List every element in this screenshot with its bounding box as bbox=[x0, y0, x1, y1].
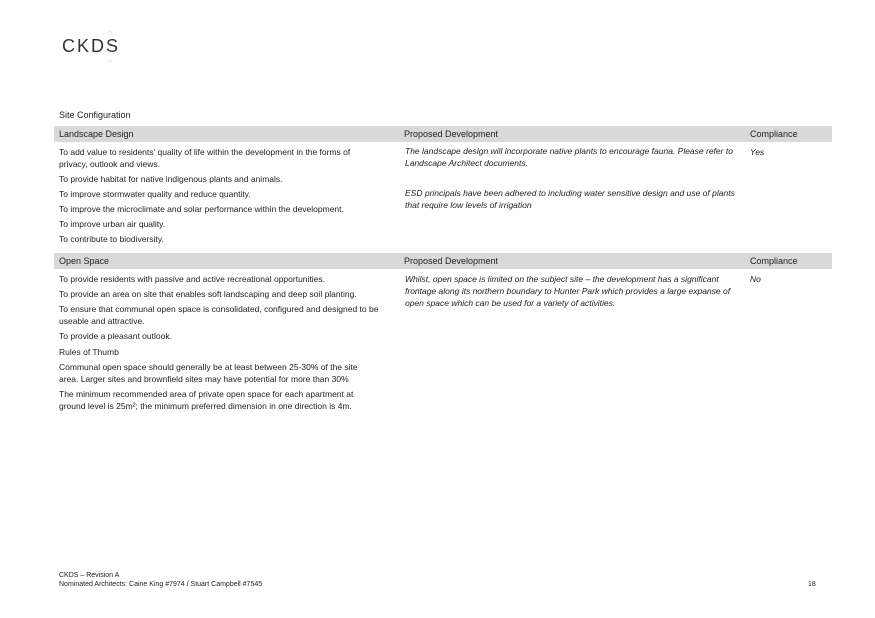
list-item: To contribute to biodiversity. bbox=[59, 234, 164, 244]
section-title: Site Configuration bbox=[59, 110, 131, 120]
open-space-compliance: No bbox=[750, 274, 761, 284]
list-item: To provide a pleasant outlook. bbox=[59, 331, 172, 341]
list-item: To improve urban air quality. bbox=[59, 219, 166, 229]
list-item: To ensure that communal open space is consolidated, configured and designed to be useable and attractive. bbox=[59, 304, 379, 326]
proposed-paragraph: The landscape design will incorporate native plants to encourage fauna. Please refer to Landscape Architect documents. bbox=[405, 146, 733, 168]
proposed-paragraph: Whilst, open space is limited on the subject site – the development has a significant frontage along its northern boundary to Hunter Park which provides a large expanse of open space which can be used for a variety of activities. bbox=[405, 274, 731, 308]
list-item: To provide habitat for native indigenous plants and animals. bbox=[59, 174, 283, 184]
list-item: To add value to residents' quality of life within the development in the forms of privacy, outlook and views. bbox=[59, 147, 351, 169]
header-compliance: Compliance bbox=[750, 256, 798, 266]
footer bbox=[59, 571, 262, 589]
list-item: To improve the microclimate and solar performance within the development. bbox=[59, 204, 344, 214]
logo-text: CKDS bbox=[62, 36, 121, 56]
logo-dot-top-icon: ◠ bbox=[107, 31, 113, 37]
landscape-header-row bbox=[54, 126, 832, 142]
header-compliance: Compliance bbox=[750, 129, 798, 139]
list-item: To provide residents with passive and active recreational opportunities. bbox=[59, 274, 326, 284]
footer-revision: CKDS – Revision A bbox=[59, 572, 120, 579]
list-item: To provide an area on site that enables soft landscaping and deep soil planting. bbox=[59, 289, 357, 299]
landscape-proposed bbox=[405, 145, 740, 214]
logo-dot-bottom-icon: ◡ bbox=[107, 57, 113, 63]
header-proposed-development: Proposed Development bbox=[404, 129, 499, 139]
header-landscape-design: Landscape Design bbox=[59, 129, 134, 139]
rule-item: The minimum recommended area of private open space for each apartment at ground level is 25m²; the minimum preferred dimension in one direction is 4m. bbox=[59, 389, 354, 411]
rules-heading: Rules of Thumb bbox=[59, 347, 119, 357]
list-item: To improve stormwater quality and reduce quantity. bbox=[59, 189, 251, 199]
page-number: 18 bbox=[808, 581, 816, 588]
open-space-header-row bbox=[54, 253, 832, 269]
proposed-paragraph: ESD principals have been adhered to including water sensitive design and use of plants that require low levels of irrigation bbox=[405, 188, 735, 210]
footer-architects: Nominated Architects: Caine King #7974 / Stuart Campbell #7545 bbox=[59, 581, 263, 588]
landscape-compliance: Yes bbox=[750, 147, 765, 157]
open-space-objectives bbox=[59, 273, 379, 415]
landscape-objectives bbox=[59, 146, 379, 248]
header-open-space: Open Space bbox=[59, 256, 110, 266]
open-space-proposed bbox=[405, 273, 740, 312]
header-proposed-development: Proposed Development bbox=[404, 256, 499, 266]
rule-item: Communal open space should generally be at least between 25-30% of the site area. Larger sites and brownfield sites may have potential for more than 30% bbox=[59, 362, 358, 384]
ckds-logo bbox=[62, 31, 132, 66]
